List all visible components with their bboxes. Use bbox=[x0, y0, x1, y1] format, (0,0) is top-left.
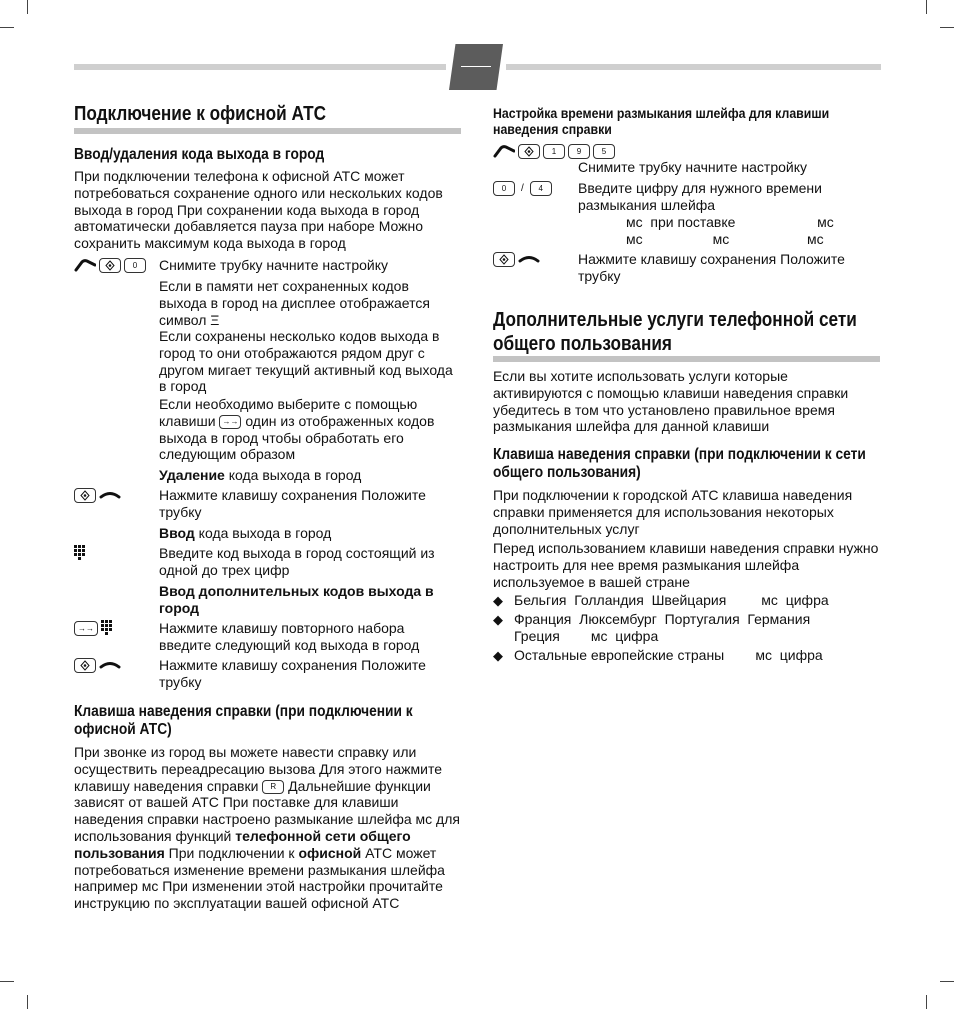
crop-mark bbox=[926, 995, 927, 1009]
redial-key-icon: →→ bbox=[74, 621, 98, 636]
extra-codes-label: Ввод дополнительных кодов выхода в город bbox=[159, 583, 434, 616]
redial-key-icon: →→ bbox=[219, 415, 241, 429]
step-icons-save-onhook-2 bbox=[74, 657, 121, 673]
keypad-icon bbox=[101, 620, 113, 636]
crop-mark bbox=[926, 0, 927, 14]
section-heading-access-code: Ввод/удаления кода выхода в город bbox=[74, 146, 325, 163]
page-tab bbox=[449, 44, 503, 90]
delete-code-label: Удаление кода выхода в город bbox=[159, 467, 362, 483]
section-heading-flash-pstn: Клавиша наведения справки (при подключении к сети общего пользования) bbox=[493, 446, 866, 481]
step-redial-text: Нажмите клавишу повторного набора введите следующий код выхода в город bbox=[159, 620, 420, 653]
intro-paragraph: При подключении телефона к офисной АТС может потребоваться сохранение одного или нескольких кодов выхода в город При сохранении кода выхода в город автоматически добавляется пауза при наборе Можно сохранить максимум кода выхода в город bbox=[74, 168, 443, 252]
menu-key-icon bbox=[493, 252, 515, 267]
onhook-icon bbox=[99, 488, 121, 502]
menu-key-icon bbox=[74, 488, 96, 503]
crop-mark bbox=[27, 995, 28, 1009]
note-no-codes: Если в памяти нет сохраненных кодов выхода в город на дисплее отображается символ Ξ bbox=[159, 278, 430, 328]
key-0-icon: 0 bbox=[493, 181, 515, 196]
step-save-text-2: Нажмите клавишу сохранения Положите трубку bbox=[159, 657, 426, 690]
step-icons-offhook-menu-zero bbox=[74, 257, 146, 273]
offhook-icon bbox=[493, 144, 515, 158]
menu-key-icon bbox=[518, 144, 540, 159]
menu-key-icon bbox=[74, 658, 96, 673]
key-5-icon: 5 bbox=[593, 144, 615, 159]
crop-mark bbox=[0, 27, 14, 28]
note-select-code: Если необходимо выберите с помощью клавиши →→ один из отображенных кодов выхода в город чтобы обработать его следующим образом bbox=[159, 396, 435, 463]
key-1-icon: 1 bbox=[543, 144, 565, 159]
title-rule-right bbox=[493, 356, 880, 362]
r-key-icon: R bbox=[262, 780, 284, 794]
page-title-left: Подключение к офисной АТС bbox=[74, 103, 327, 125]
key-4-icon: 4 bbox=[530, 181, 552, 196]
times-line-2: мс мс мс bbox=[626, 231, 824, 247]
flash-pabx-paragraph: При звонке из город вы можете навести справку или осуществить переадресацию вызова Для этого нажмите клавишу наведения справки R Дальнейшие функции зависят от вашей АТС При поставке для клавиши наведения справки настроено размыкание шлейфа мс для использования функций телефонной сети общего пользования При подключении к офисной АТС может потребоваться изменение времени размыкания шлейфа например мс При изменении этой настройки прочитайте инструкцию по эксплуатации вашей офисной АТС bbox=[74, 744, 460, 912]
step-flash-offhook-text: Снимите трубку начните настройку bbox=[578, 159, 808, 175]
menu-key-icon bbox=[99, 258, 121, 273]
step-digit-text: Введите цифру для нужного времени размыкания шлейфа bbox=[578, 180, 822, 213]
crop-mark bbox=[0, 981, 14, 982]
empty-symbol-icon: Ξ bbox=[210, 311, 220, 328]
onhook-icon bbox=[99, 658, 121, 672]
title-rule-left bbox=[74, 128, 461, 134]
section-heading-flash-time: Настройка времени размыкания шлейфа для клавиши наведения справки bbox=[493, 105, 830, 137]
header-bar-right bbox=[506, 64, 881, 70]
country-list bbox=[493, 592, 853, 664]
note-several-codes: Если сохранены несколько кодов выхода в город то они отображаются рядом друг с другом мигает текущий активный код выхода в город bbox=[159, 328, 453, 395]
step-save-text-1: Нажмите клавишу сохранения Положите трубку bbox=[159, 487, 426, 520]
times-line-1: мс при поставке мс bbox=[626, 214, 834, 230]
step-icons-redial-keypad bbox=[74, 620, 113, 636]
list-item: ◆ Остальные европейские страны мс цифра bbox=[493, 647, 853, 664]
crop-mark bbox=[940, 981, 954, 982]
section-heading-flash-pabx: Клавиша наведения справки (при подключении к офисной АТС) bbox=[74, 703, 413, 738]
step-icons-flash-setup bbox=[493, 143, 615, 159]
key-9-icon: 9 bbox=[568, 144, 590, 159]
page-title-right: Дополнительные услуги телефонной сети общего пользования bbox=[493, 309, 857, 355]
list-item: ◆ Бельгия Голландия Швейцария мс цифра bbox=[493, 592, 853, 609]
step-icons-save-onhook-3 bbox=[493, 251, 540, 267]
enter-code-label: Ввод кода выхода в город bbox=[159, 525, 332, 541]
zero-key-icon: 0 bbox=[124, 258, 146, 273]
crop-mark bbox=[940, 27, 954, 28]
header-bar-left bbox=[74, 64, 446, 70]
crop-mark bbox=[27, 0, 28, 14]
step-icons-digit-choice: 0 / 4 bbox=[493, 180, 552, 196]
step-save-text-3: Нажмите клавишу сохранения Положите трубку bbox=[578, 251, 845, 284]
right-intro-paragraph: Если вы хотите использовать услуги которые активируются с помощью клавиши наведения справки убедитесь в том что установлено правильное время размыкания шлейфа для данной клавиши bbox=[493, 368, 849, 435]
pstn-paragraph-1: При подключении к городской АТС клавиша наведения справки применяется для использования некоторых дополнительных услуг bbox=[493, 487, 853, 537]
step-icons-keypad bbox=[74, 545, 86, 561]
pstn-paragraph-2: Перед использованием клавиши наведения справки нужно настроить для нее время размыкания шлейфа используемое в вашей стране bbox=[493, 540, 879, 590]
offhook-icon bbox=[74, 258, 96, 272]
step-offhook-text: Снимите трубку начните настройку bbox=[159, 257, 389, 273]
list-item: ◆ Франция Люксембург Португалия Германия Греция мс цифра bbox=[493, 611, 834, 645]
step-enter-text: Введите код выхода в город состоящий из одной до трех цифр bbox=[159, 545, 435, 578]
keypad-icon bbox=[74, 545, 86, 561]
step-icons-save-onhook bbox=[74, 487, 121, 503]
onhook-icon bbox=[518, 252, 540, 266]
